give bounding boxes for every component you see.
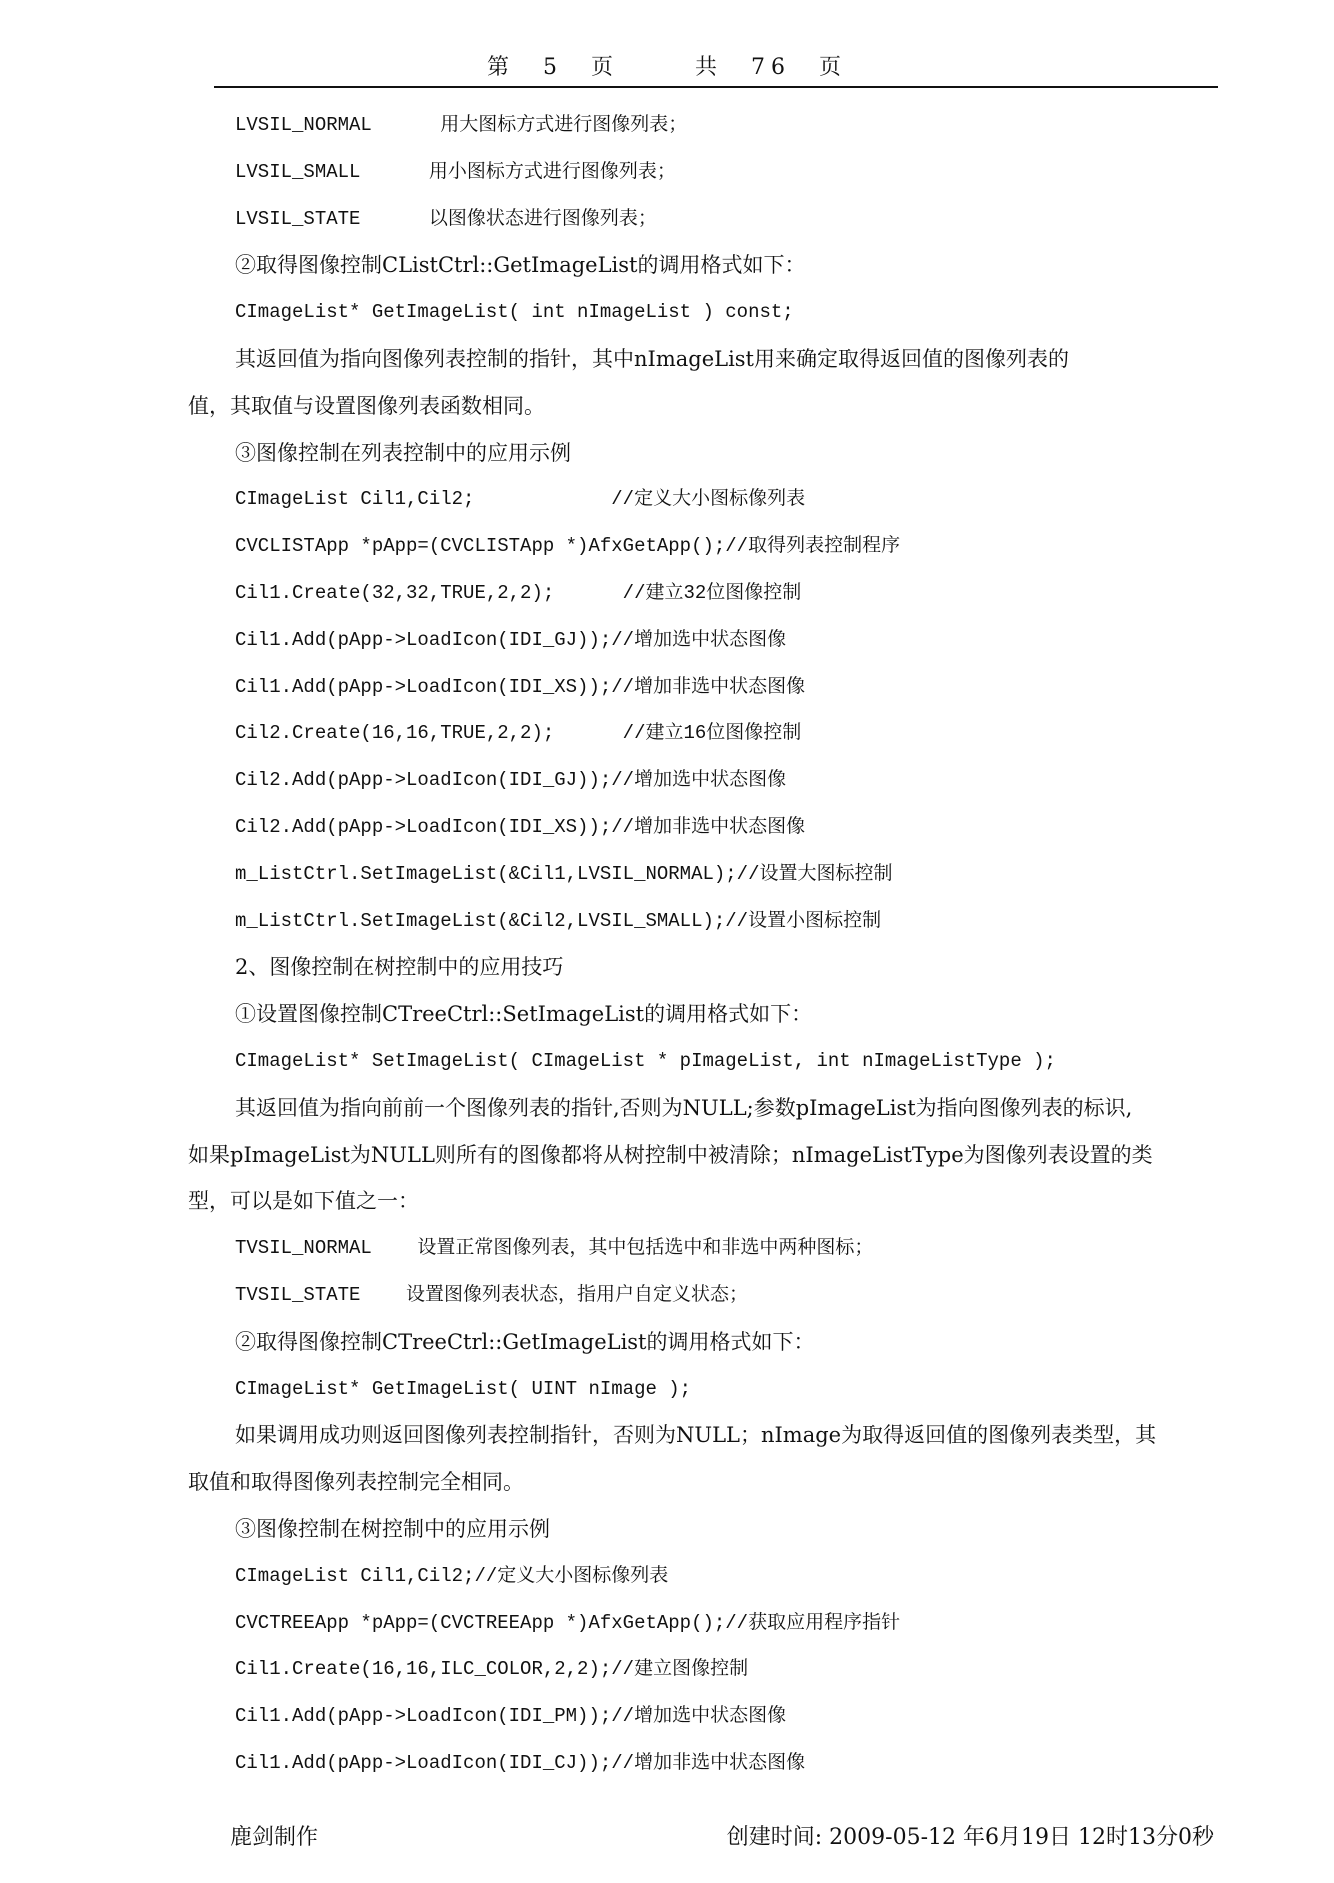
code-line: CVCLISTApp *pApp=(CVCLISTApp *)AfxGetApp();//取得列表控制程序: [235, 535, 901, 558]
code-line: Cil2.Add(pApp->LoadIcon(IDI_XS));//增加非选中状态图像: [235, 815, 806, 838]
text-line: 值，其取值与设置图像列表函数相同。: [188, 393, 545, 418]
page-unit: 页: [590, 55, 619, 80]
text-line: LVSIL_STATE 以图像状态进行图像列表；: [235, 207, 657, 230]
footer-author: 鹿剑制作: [230, 1825, 319, 1850]
section-heading: 2、图像控制在树控制中的应用技巧: [235, 955, 564, 980]
code-line: CImageList* GetImageList( int nImageList ) const;: [235, 301, 794, 324]
code-line: m_ListCtrl.SetImageList(&Cil2,LVSIL_SMALL);//设置小图标控制: [235, 909, 882, 932]
code-line: Cil1.Create(32,32,TRUE,2,2); //建立32位图像控制: [235, 581, 802, 604]
text-line: ②取得图像控制CTreeCtrl::GetImageList的调用格式如下：: [235, 1329, 815, 1354]
text-line: LVSIL_SMALL 用小图标方式进行图像列表；: [235, 160, 676, 183]
code-line: Cil1.Add(pApp->LoadIcon(IDI_CJ));//增加非选中状态图像: [235, 1751, 806, 1774]
total-label: 共: [695, 55, 724, 80]
code-line: CImageList Cil1,Cil2; //定义大小图标像列表: [235, 488, 806, 511]
text-line: LVSIL_NORMAL 用大图标方式进行图像列表；: [235, 114, 688, 136]
text-line: 如果pImageList为NULL则所有的图像都将从树控制中被清除；nImageListType为图像列表设置的类: [188, 1142, 1153, 1167]
document-body: [188, 102, 1220, 1787]
code-line: Cil2.Create(16,16,TRUE,2,2); //建立16位图像控制: [235, 722, 802, 745]
text-line: 取值和取得图像列表控制完全相同。: [188, 1470, 524, 1495]
text-line: 其返回值为指向前前一个图像列表的指针,否则为NULL;参数pImageList为指向图像列表的标识,: [235, 1095, 1133, 1120]
code-line: CImageList Cil1,Cil2;//定义大小图标像列表: [235, 1564, 669, 1587]
text-line: ②取得图像控制CListCtrl::GetImageList的调用格式如下：: [235, 253, 806, 278]
text-line: ③图像控制在树控制中的应用示例: [235, 1516, 550, 1541]
code-line: CImageList* GetImageList( UINT nImage );: [235, 1377, 692, 1400]
code-line: Cil1.Add(pApp->LoadIcon(IDI_PM));//增加选中状态图像: [235, 1705, 787, 1728]
code-line: Cil1.Create(16,16,ILC_COLOR,2,2);//建立图像控制: [235, 1658, 749, 1681]
text-line: ①设置图像控制CTreeCtrl::SetImageList的调用格式如下：: [235, 1002, 813, 1027]
text-line: TVSIL_STATE 设置图像列表状态，指用户自定义状态；: [235, 1283, 749, 1306]
total-pages: 76: [751, 55, 792, 80]
code-line: m_ListCtrl.SetImageList(&Cil1,LVSIL_NORMAL);//设置大图标控制: [235, 862, 893, 885]
code-line: CImageList* SetImageList( CImageList * pImageList, int nImageListType );: [235, 1049, 1056, 1072]
page-number: 5: [542, 55, 563, 80]
code-line: Cil1.Add(pApp->LoadIcon(IDI_GJ));//增加选中状态图像: [235, 628, 787, 651]
text-line: ③图像控制在列表控制中的应用示例: [235, 440, 571, 465]
text-line: TVSIL_NORMAL 设置正常图像列表，其中包括选中和非选中两种图标；: [235, 1237, 874, 1260]
code-line: Cil1.Add(pApp->LoadIcon(IDI_XS));//增加非选中状态图像: [235, 675, 806, 698]
page-header: [0, 50, 1334, 86]
page-footer: [0, 1820, 1334, 1856]
page-label: 第: [486, 55, 515, 80]
total-unit: 页: [819, 55, 848, 80]
code-line: CVCTREEApp *pApp=(CVCTREEApp *)AfxGetApp();//获取应用程序指针: [235, 1611, 901, 1634]
header-rule: [214, 86, 1218, 88]
code-line: Cil2.Add(pApp->LoadIcon(IDI_GJ));//增加选中状态图像: [235, 769, 787, 792]
text-line: 如果调用成功则返回图像列表控制指针，否则为NULL；nImage为取得返回值的图像列表类型，其: [235, 1423, 1157, 1448]
text-line: 型，可以是如下值之一：: [188, 1189, 419, 1214]
text-line: 其返回值为指向图像列表控制的指针，其中nImageList用来确定取得返回值的图像列表的: [235, 346, 1069, 371]
footer-created-time: 创建时间: 2009-05-12 年6月19日 12时13分0秒: [726, 1825, 1214, 1850]
